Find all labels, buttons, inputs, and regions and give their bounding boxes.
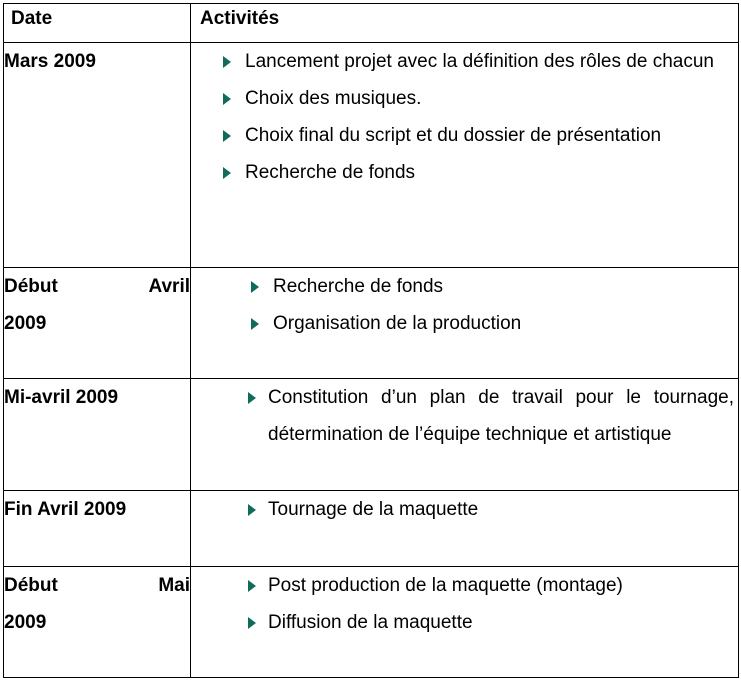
schedule-table bbox=[3, 3, 739, 678]
triangle-right-icon bbox=[248, 580, 256, 592]
activity-text: Lancement projet avec la définition des rôles de chacun bbox=[245, 51, 714, 72]
date-line: 2009 bbox=[4, 612, 47, 633]
activities-cell bbox=[191, 268, 739, 379]
activity-text: Recherche de fonds bbox=[273, 276, 444, 297]
triangle-right-icon bbox=[248, 617, 256, 629]
activities-cell bbox=[191, 43, 739, 268]
triangle-right-icon bbox=[251, 318, 259, 330]
table-row bbox=[4, 567, 739, 678]
header-row bbox=[4, 4, 739, 43]
activity-text: Post production de la maquette (montage) bbox=[268, 575, 623, 596]
activity-item bbox=[191, 491, 738, 528]
date-cell bbox=[4, 268, 191, 379]
triangle-right-icon bbox=[248, 504, 256, 516]
triangle-right-icon bbox=[251, 281, 259, 293]
activity-text: Choix des musiques. bbox=[245, 88, 422, 109]
activity-text: Constitution d’un plan de travail pour le tournage, détermination de l’équipe technique et artistique bbox=[268, 387, 734, 445]
triangle-right-icon bbox=[223, 130, 231, 142]
date-line: Début Avril bbox=[4, 276, 190, 297]
activity-item bbox=[191, 80, 738, 117]
activity-text: Organisation de la production bbox=[273, 313, 522, 334]
activity-item bbox=[191, 379, 738, 453]
activities-cell bbox=[191, 567, 739, 678]
date-line: 2009 bbox=[4, 313, 47, 334]
date-cell bbox=[4, 491, 191, 567]
activity-item bbox=[191, 268, 738, 305]
date-cell bbox=[4, 379, 191, 491]
activities-cell bbox=[191, 379, 739, 491]
activities-cell bbox=[191, 491, 739, 567]
date-line: Fin Avril 2009 bbox=[4, 499, 127, 520]
table-row bbox=[4, 491, 739, 567]
activity-text: Diffusion de la maquette bbox=[268, 612, 473, 633]
activity-text: Recherche de fonds bbox=[245, 162, 416, 183]
activity-item bbox=[191, 154, 738, 191]
date-cell bbox=[4, 43, 191, 268]
activity-item bbox=[191, 604, 738, 641]
table-row bbox=[4, 268, 739, 379]
header-date: Date bbox=[4, 4, 191, 43]
triangle-right-icon bbox=[248, 392, 256, 404]
date-line: Mi-avril 2009 bbox=[4, 387, 119, 408]
triangle-right-icon bbox=[223, 56, 231, 68]
activity-item bbox=[191, 43, 738, 80]
triangle-right-icon bbox=[223, 167, 231, 179]
header-activities: Activités bbox=[191, 4, 739, 43]
activity-text: Choix final du script et du dossier de présentation bbox=[245, 125, 662, 146]
activity-item bbox=[191, 567, 738, 604]
activity-item bbox=[191, 117, 738, 154]
triangle-right-icon bbox=[223, 93, 231, 105]
table-row bbox=[4, 43, 739, 268]
date-line: Mars 2009 bbox=[4, 51, 96, 72]
activity-item bbox=[191, 305, 738, 342]
date-cell bbox=[4, 567, 191, 678]
date-line: Début Mai bbox=[4, 575, 190, 596]
table-row bbox=[4, 379, 739, 491]
activity-text: Tournage de la maquette bbox=[268, 499, 479, 520]
